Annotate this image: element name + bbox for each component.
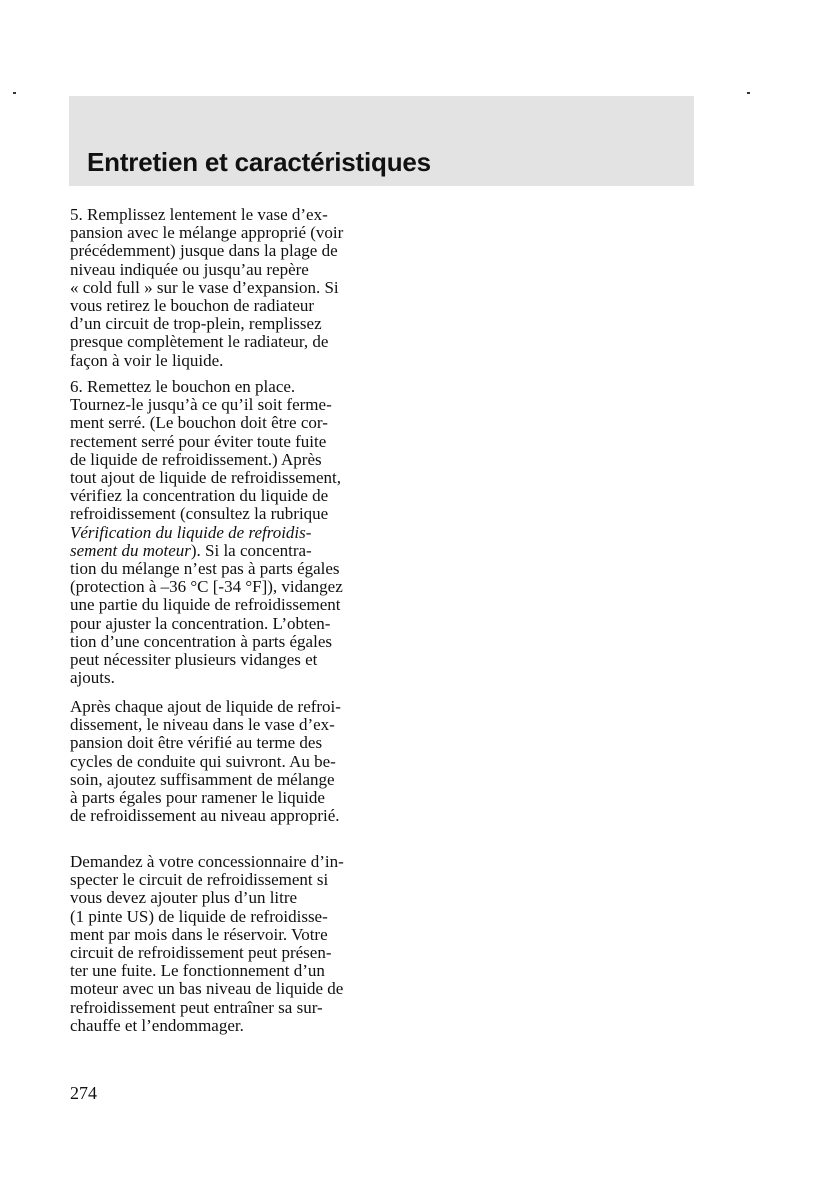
text-line: [70, 1017, 380, 1035]
text-run: presque complètement le radiateur, de: [70, 332, 329, 352]
text-run: de liquide de refroidissement.) Après: [70, 449, 322, 469]
text-run: soin, ajoutez suffisamment de mélange: [70, 769, 335, 789]
text-run: moteur avec un bas niveau de liquide de: [70, 979, 344, 999]
text-run: ). Si la concentra-: [190, 540, 312, 560]
text-line: [70, 633, 380, 651]
text-line: [70, 279, 380, 297]
text-line: [70, 352, 380, 370]
text-line: [70, 451, 380, 469]
text-line: [70, 926, 380, 944]
text-line: [70, 524, 380, 542]
text-line: [70, 542, 380, 560]
text-line: [70, 396, 380, 414]
text-line: [70, 889, 380, 907]
italic-reference: sement du moteur: [70, 540, 191, 560]
text-line: [70, 669, 380, 687]
text-line: [70, 908, 380, 926]
text-run: specter le circuit de refroidissement si: [70, 870, 329, 890]
text-run: vérifiez la concentration du liquide de: [70, 486, 329, 506]
text-run: Tournez-le jusqu’à ce qu’il soit ferme-: [70, 395, 332, 415]
text-line: [70, 807, 380, 825]
text-run: vous retirez le bouchon de radiateur: [70, 296, 315, 316]
text-line: [70, 734, 380, 752]
section-title: Entretien et caractéristiques: [87, 147, 431, 177]
text-line: [70, 578, 380, 596]
text-run: cycles de conduite qui suivront. Au be-: [70, 751, 336, 771]
text-run: de refroidissement au niveau approprié.: [70, 806, 340, 826]
text-line: [70, 771, 380, 789]
text-run: circuit de refroidissement peut présen-: [70, 943, 332, 963]
text-run: rectement serré pour éviter toute fuite: [70, 431, 327, 451]
text-line: [70, 206, 380, 224]
text-run: Après chaque ajout de liquide de refroi-: [70, 697, 341, 716]
text-line: [70, 315, 380, 333]
paragraph-after-adding: [70, 698, 380, 825]
text-run: peut nécessiter plusieurs vidanges et: [70, 650, 318, 670]
text-run: (protection à –36 °C [-34 °F]), vidangez: [70, 577, 343, 597]
text-line: [70, 999, 380, 1017]
text-line: [70, 242, 380, 260]
text-line: [70, 962, 380, 980]
text-line: [70, 469, 380, 487]
section-header-band: [69, 96, 694, 186]
text-run: ajouts.: [70, 668, 115, 688]
text-run: à parts égales pour ramener le liquide: [70, 788, 325, 808]
text-line: [70, 753, 380, 771]
text-line: [70, 505, 380, 523]
text-line: [70, 615, 380, 633]
text-line: [70, 853, 380, 871]
paragraph-dealer-inspection: [70, 853, 380, 1035]
text-line: [70, 378, 380, 396]
text-run: « cold full » sur le vase d’expansion. Si: [70, 277, 339, 297]
crop-mark-left: [13, 92, 16, 94]
text-run: pour ajuster la concentration. L’obten-: [70, 613, 331, 633]
text-run: d’un circuit de trop-plein, remplissez: [70, 314, 322, 334]
text-line: [70, 487, 380, 505]
text-run: tion du mélange n’est pas à parts égales: [70, 559, 340, 579]
text-run: pansion avec le mélange approprié (voir: [70, 223, 344, 243]
text-run: façon à voir le liquide.: [70, 350, 224, 370]
text-run: ment serré. (Le bouchon doit être cor-: [70, 413, 328, 433]
text-line: [70, 789, 380, 807]
text-line: [70, 716, 380, 734]
text-run: chauffe et l’endommager.: [70, 1015, 244, 1035]
text-run: refroidissement peut entraîner sa sur-: [70, 997, 323, 1017]
text-run: dissement, le niveau dans le vase d’ex-: [70, 715, 335, 735]
italic-reference: Vérification du liquide de refroidis-: [70, 522, 312, 542]
crop-mark-right: [747, 92, 750, 94]
text-run: 6. Remettez le bouchon en place.: [70, 377, 296, 396]
text-line: [70, 297, 380, 315]
text-run: pansion doit être vérifié au terme des: [70, 733, 323, 753]
paragraph-step-5: [70, 206, 380, 370]
text-line: [70, 871, 380, 889]
text-run: 5. Remplissez lentement le vase d’ex-: [70, 205, 328, 224]
text-line: [70, 698, 380, 716]
text-line: [70, 333, 380, 351]
text-run: (1 pinte US) de liquide de refroidisse-: [70, 906, 328, 926]
text-run: niveau indiquée ou jusqu’au repère: [70, 259, 309, 279]
text-run: vous devez ajouter plus d’un litre: [70, 888, 298, 908]
text-run: tion d’une concentration à parts égales: [70, 631, 332, 651]
text-run: Demandez à votre concessionnaire d’in-: [70, 852, 344, 871]
text-line: [70, 224, 380, 242]
text-run: précédemment) jusque dans la plage de: [70, 241, 338, 261]
page-number: 274: [70, 1083, 97, 1103]
text-run: une partie du liquide de refroidissement: [70, 595, 341, 615]
text-run: tout ajout de liquide de refroidissement,: [70, 468, 341, 488]
text-line: [70, 944, 380, 962]
text-line: [70, 414, 380, 432]
text-line: [70, 980, 380, 998]
paragraph-step-6: [70, 378, 380, 687]
text-run: ment par mois dans le réservoir. Votre: [70, 924, 328, 944]
text-line: [70, 596, 380, 614]
text-run: ter une fuite. Le fonctionnement d’un: [70, 961, 325, 981]
text-line: [70, 651, 380, 669]
text-line: [70, 560, 380, 578]
text-line: [70, 433, 380, 451]
text-run: refroidissement (consultez la rubrique: [70, 504, 329, 524]
text-line: [70, 261, 380, 279]
